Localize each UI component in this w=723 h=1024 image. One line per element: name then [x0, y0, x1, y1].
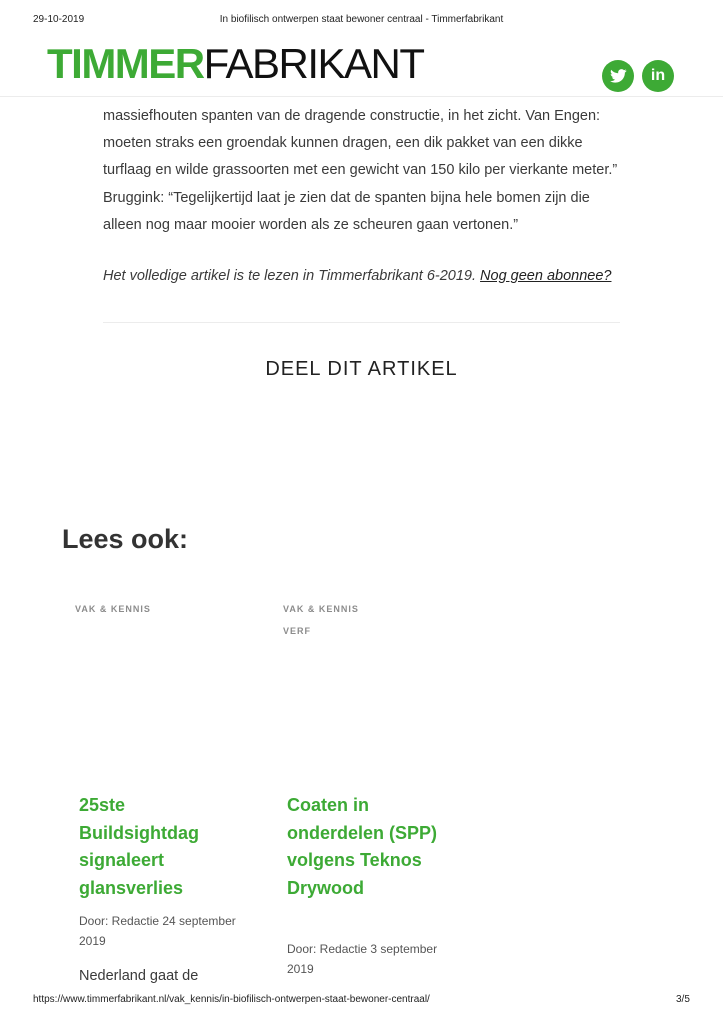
card-meta: Door: Redactie 3 september 2019 — [287, 942, 438, 976]
card-tag[interactable]: VAK & KENNIS — [283, 604, 359, 614]
logo-bold: TIMMER — [47, 40, 204, 87]
note-text: Het volledige artikel is te lezen in Timmerfabrikant 6-2019. — [103, 268, 477, 284]
print-page-number: 3/5 — [676, 994, 690, 1005]
print-header — [0, 14, 723, 30]
twitter-icon[interactable] — [602, 60, 634, 92]
linkedin-glyph: in — [650, 67, 666, 84]
print-date: 29-10-2019 — [33, 14, 85, 25]
article-body — [103, 76, 623, 240]
related-card[interactable] — [75, 604, 255, 984]
twitter-bird-icon — [610, 69, 627, 83]
related-card[interactable] — [283, 604, 463, 976]
print-title: In biofilisch ontwerpen staat bewoner centraal - Timmerfabrikant — [219, 14, 504, 25]
article-line-partial: massiefhouten spanten van de dragende constructie, in het zicht. Van Engen: — [103, 108, 601, 124]
linkedin-icon[interactable] — [642, 60, 674, 92]
card-title[interactable]: Coaten in onderdelen (SPP) volgens Teknos Drywood — [287, 795, 438, 898]
subscribe-link[interactable]: Nog geen abonnee? — [480, 268, 612, 284]
read-also-heading: Lees ook: — [62, 524, 189, 554]
card-excerpt: Nederland gaat de — [79, 968, 199, 984]
site-header — [0, 36, 723, 97]
site-logo[interactable] — [47, 40, 424, 88]
card-meta: Door: Redactie 24 september 2019 — [79, 914, 236, 948]
card-tag[interactable]: VAK & KENNIS — [75, 604, 151, 614]
share-title: DEEL DIT ARTIKEL — [265, 358, 458, 380]
card-tag[interactable]: VERF — [283, 626, 312, 636]
article-paragraph: moeten straks een groendak kunnen dragen, een dik pakket van een dikke turflaag en wilde grassoorten met een gewicht van 150 kilo per vierkante meter.” Bruggink: “Tegelijkertijd laat je zien dat de spanten bijna hele bomen zijn die alleen nog maar mooier worden als ze scheuren gaan vertonen.” — [103, 135, 618, 234]
logo-light: FABRIKANT — [203, 40, 424, 87]
article-note — [103, 268, 643, 284]
print-url: https://www.timmerfabrikant.nl/vak_kennis/in-biofilisch-ontwerpen-staat-bewoner-centraal/ — [33, 994, 430, 1005]
article-divider — [103, 322, 620, 323]
card-title[interactable]: 25ste Buildsightdag signaleert glansverlies — [79, 795, 199, 898]
